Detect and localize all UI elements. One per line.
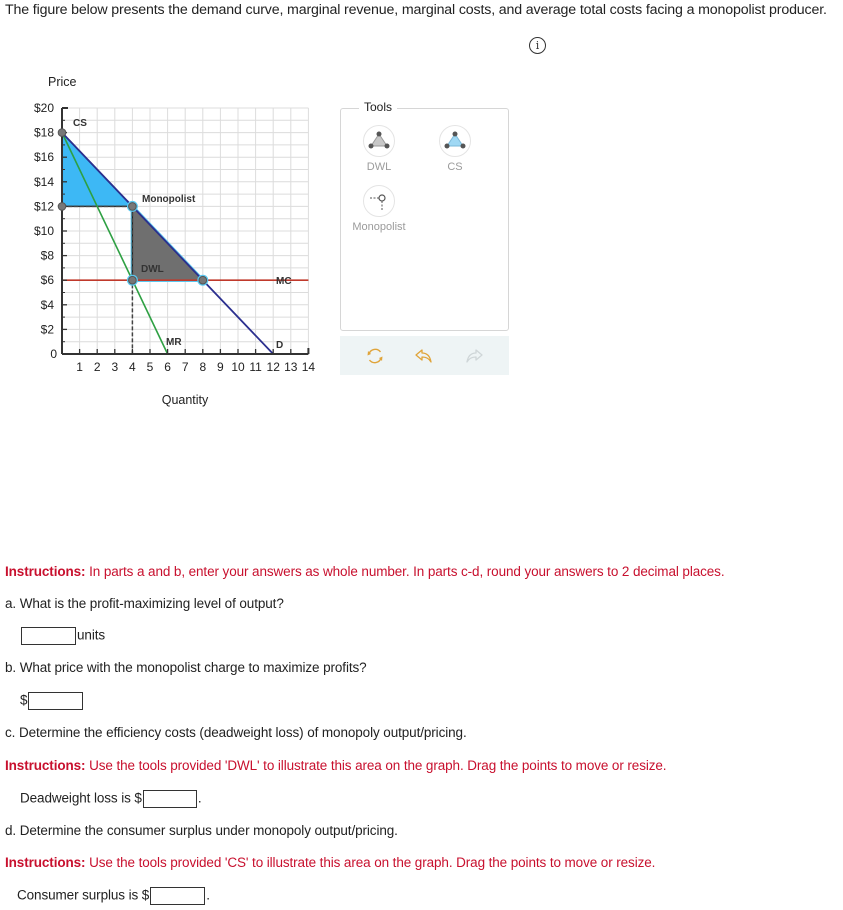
y-tick-label-zero: 0	[50, 347, 57, 361]
undo-button[interactable]	[412, 344, 436, 368]
x-tick-label: 9	[217, 360, 224, 374]
tool-dwl-label: DWL	[366, 161, 392, 173]
tools-panel	[340, 100, 509, 331]
x-tick-label: 6	[164, 360, 171, 374]
question-b: b. What price with the monopolist charge to maximize profits?	[5, 660, 367, 675]
x-tick-label: 1	[76, 360, 83, 374]
redo-button[interactable]	[462, 344, 486, 368]
undo-icon	[413, 346, 435, 366]
instructions-main	[5, 564, 725, 579]
instructions-d-label: Instructions:	[5, 855, 86, 870]
x-tick-label: 3	[111, 360, 119, 374]
answer-d-row	[17, 887, 210, 905]
x-tick-label: 14	[301, 360, 316, 374]
y-tick-label: $8	[40, 248, 54, 263]
instructions-main-text: In parts a and b, enter your answers as whole number. In parts c-d, round your answers to 2 decimal places.	[85, 564, 725, 579]
y-tick-label: $12	[33, 199, 54, 214]
dwl-handle-right[interactable]	[199, 276, 207, 284]
point-dropline-icon	[363, 185, 395, 217]
instructions-d	[5, 855, 655, 870]
y-tick-label: $4	[40, 297, 54, 312]
dwl-label: DWL	[141, 264, 164, 275]
chart-svg[interactable]	[0, 65, 330, 415]
x-tick-label: 11	[249, 360, 262, 374]
answer-d-input-box[interactable]	[150, 887, 205, 905]
intro-text: The figure below presents the demand curve, marginal revenue, marginal costs, and average total costs facing a monopolist producer.	[5, 2, 827, 18]
instructions-c	[5, 758, 666, 773]
answer-a-row	[20, 627, 105, 645]
y-tick-label: $14	[33, 174, 54, 189]
instructions-main-label: Instructions:	[5, 564, 86, 579]
answer-c-row	[20, 790, 201, 808]
y-tick-label: $6	[40, 273, 54, 288]
tool-monopolist-label: Monopolist	[352, 221, 406, 233]
cs-handle-bottom[interactable]	[58, 203, 66, 211]
y-tick-label: $16	[33, 150, 54, 165]
tool-cs-label: CS	[447, 161, 463, 173]
tool-cs[interactable]	[415, 125, 495, 173]
monopoly-graph[interactable]	[0, 65, 330, 415]
answer-b-prefix: $	[20, 692, 28, 708]
answer-c-input-box[interactable]	[143, 790, 197, 808]
y-tick-label: $2	[40, 322, 54, 337]
answer-a-suffix: units	[77, 627, 106, 643]
triangle-blue-icon	[439, 125, 471, 157]
reset-icon	[365, 346, 385, 366]
question-c: c. Determine the efficiency costs (deadweight loss) of monopoly output/pricing.	[5, 725, 467, 740]
price-input[interactable]	[29, 693, 82, 709]
monopolist-label: Monopolist	[142, 194, 196, 205]
tool-monopolist[interactable]	[339, 185, 419, 233]
graph-action-bar	[340, 336, 509, 375]
answer-b-row	[20, 692, 84, 710]
redo-icon	[463, 346, 485, 366]
y-tick-label: $20	[33, 101, 54, 115]
x-tick-label: 8	[199, 360, 207, 374]
monopolist-point[interactable]	[129, 203, 137, 211]
x-tick-label: 13	[284, 360, 298, 374]
question-a: a. What is the profit-maximizing level of output?	[5, 596, 284, 611]
answer-a-input-box[interactable]	[21, 627, 76, 645]
tool-dwl[interactable]	[339, 125, 419, 173]
answer-c-suffix: .	[197, 790, 202, 806]
cs-label: CS	[73, 118, 87, 129]
cs-handle-top[interactable]	[58, 129, 66, 137]
tools-title: Tools	[359, 100, 397, 114]
dwl-handle-left[interactable]	[129, 276, 137, 284]
reset-button[interactable]	[363, 344, 387, 368]
y-tick-label: $10	[33, 224, 54, 238]
x-tick-label: 7	[181, 360, 189, 374]
consumer-surplus-input[interactable]	[151, 888, 204, 904]
instructions-d-text: Use the tools provided 'CS' to illustrate this area on the graph. Drag the points to move or resize.	[85, 855, 656, 870]
answer-b-input-box[interactable]	[28, 692, 83, 710]
answer-d-prefix: Consumer surplus is $	[17, 887, 150, 903]
x-axis-title: Quantity	[161, 393, 209, 407]
y-tick-label: $18	[33, 125, 54, 140]
mr-label: MR	[166, 337, 182, 348]
mc-label: MC	[276, 276, 292, 287]
x-tick-label: 10	[231, 360, 245, 374]
answer-c-prefix: Deadweight loss is $	[20, 790, 142, 806]
question-d: d. Determine the consumer surplus under monopoly output/pricing.	[5, 823, 398, 838]
deadweight-loss-input[interactable]	[144, 791, 196, 807]
x-tick-label: 12	[266, 360, 280, 374]
x-tick-label: 4	[129, 360, 136, 374]
answer-d-suffix: .	[206, 887, 210, 903]
instructions-c-label: Instructions:	[5, 758, 86, 773]
triangle-gray-icon	[363, 125, 395, 157]
demand-label: D	[276, 340, 284, 351]
instructions-c-text: Use the tools provided 'DWL' to illustrate this area on the graph. Drag the points to move or resize.	[85, 758, 667, 773]
x-tick-label: 2	[93, 360, 101, 374]
info-icon[interactable]: i	[529, 37, 546, 54]
y-axis-title: Price	[48, 75, 77, 89]
output-level-input[interactable]	[22, 628, 75, 644]
x-tick-label: 5	[146, 360, 154, 374]
